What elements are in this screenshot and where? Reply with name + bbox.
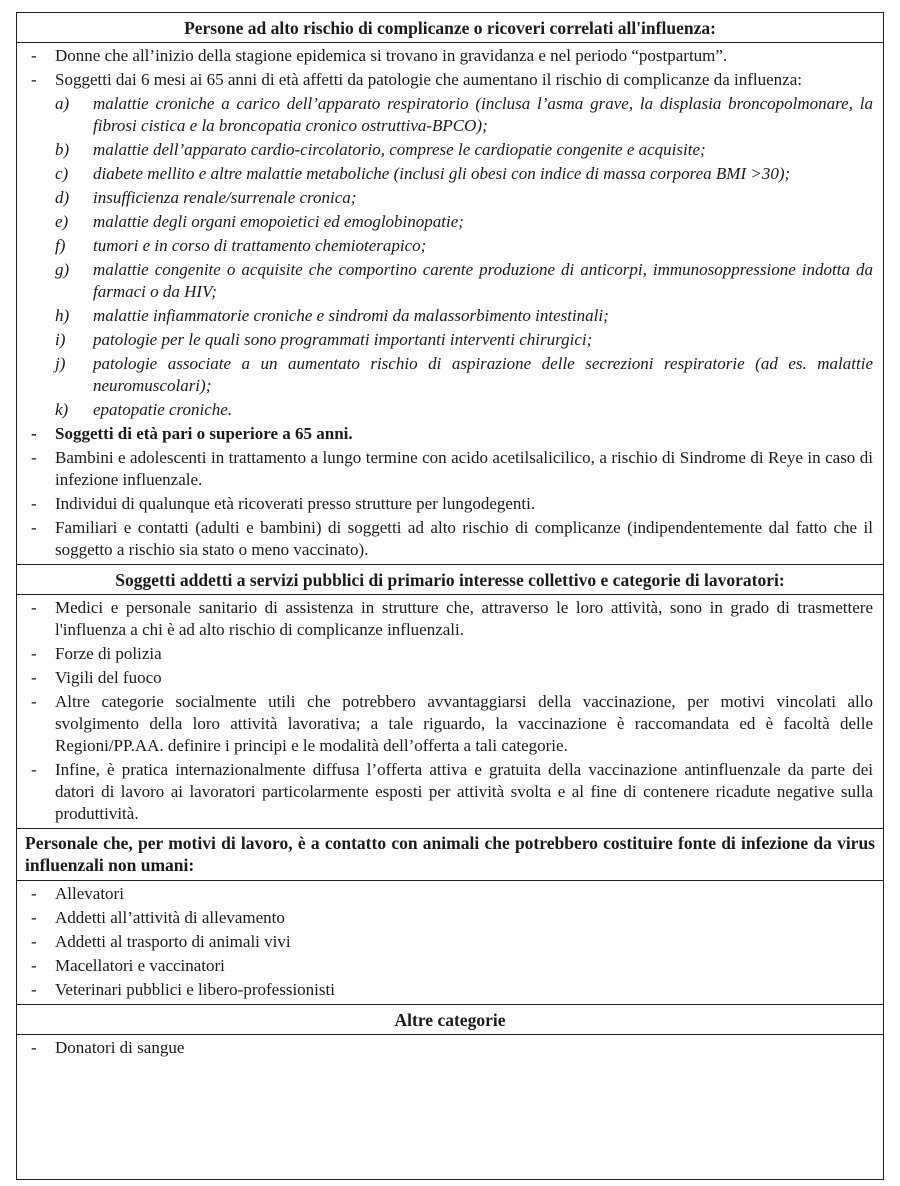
section-header-animal-contact: Personale che, per motivi di lavoro, è a contatto con animali che potrebbero costituire fonte di infezione da virus influenzali non umani:	[17, 829, 883, 881]
list-item	[17, 643, 883, 667]
document-table	[16, 12, 884, 1180]
list-item	[17, 423, 883, 447]
bullet-dash: -	[31, 644, 37, 663]
list-item	[17, 69, 883, 93]
bullet-dash: -	[31, 692, 37, 711]
sub-item	[17, 187, 883, 211]
sub-item-letter: e)	[55, 212, 69, 231]
sub-item	[17, 399, 883, 423]
sub-item	[17, 259, 883, 305]
list-item-text: Individui di qualunque età ricoverati presso strutture per lungodegenti.	[55, 494, 536, 513]
list-item	[17, 493, 883, 517]
list-item-text: Vigili del fuoco	[55, 668, 162, 687]
list-item	[17, 597, 883, 643]
list-item-text: Infine, è pratica internazionalmente diffusa l’offerta attiva e gratuita della vaccinazione antinfluenzale da parte dei datori di lavoro ai lavoratori particolarmente esposti per attività svolta e al fine di contenere ricadute negative sulla produttività.	[55, 760, 873, 823]
sub-item	[17, 163, 883, 187]
sub-item-text: patologie associate a un aumentato rischio di aspirazione delle secrezioni respiratorie (ad es. malattie neuromuscolari);	[93, 354, 873, 395]
bullet-dash: -	[31, 424, 37, 443]
list-item	[17, 931, 883, 955]
sub-item-text: tumori e in corso di trattamento chemioterapico;	[93, 236, 427, 255]
bullet-dash: -	[31, 70, 37, 89]
bullet-dash: -	[31, 518, 37, 537]
bullet-dash: -	[31, 668, 37, 687]
sub-item-text: epatopatie croniche.	[93, 400, 233, 419]
sub-item-text: malattie congenite o acquisite che comportino carente produzione di anticorpi, immunosoppressione indotta da farmaci o da HIV;	[93, 260, 873, 301]
bullet-dash: -	[31, 1038, 37, 1057]
sub-item-text: insufficienza renale/surrenale cronica;	[93, 188, 357, 207]
sub-item-letter: f)	[55, 236, 66, 255]
sub-item-text: malattie dell’apparato cardio-circolatorio, comprese le cardiopatie congenite e acquisite;	[93, 140, 706, 159]
sub-item	[17, 353, 883, 399]
list-item	[17, 979, 883, 1003]
list-item-text: Altre categorie socialmente utili che potrebbero avvantaggiarsi della vaccinazione, per motivi vincolati allo svolgimento della loro attività lavorativa; a tale riguardo, la vaccinazione è raccomandata ed è facoltà delle Regioni/PP.AA. definire i principi e le modalità dell’offerta a tali categorie.	[55, 692, 873, 755]
bullet-dash: -	[31, 980, 37, 999]
section-public-services	[17, 595, 883, 829]
bullet-dash: -	[31, 956, 37, 975]
section-header-other: Altre categorie	[17, 1005, 883, 1035]
list-item	[17, 447, 883, 493]
list-item	[17, 907, 883, 931]
sub-item	[17, 305, 883, 329]
list-item-text: Forze di polizia	[55, 644, 162, 663]
bullet-dash: -	[31, 884, 37, 903]
bullet-dash: -	[31, 598, 37, 617]
sub-item-text: malattie croniche a carico dell’apparato respiratorio (inclusa l’asma grave, la displasia broncopolmonare, la fibrosi cistica e la broncopatia cronico ostruttiva-BPCO);	[93, 94, 873, 135]
sub-item-letter: g)	[55, 260, 70, 279]
sub-item	[17, 93, 883, 139]
bullet-dash: -	[31, 46, 37, 65]
list-item	[17, 1037, 883, 1061]
sub-item-letter: i)	[55, 330, 66, 349]
list-item	[17, 955, 883, 979]
bullet-dash: -	[31, 494, 37, 513]
section-other	[17, 1035, 883, 1062]
sub-item	[17, 211, 883, 235]
list-item-text: Familiari e contatti (adulti e bambini) di soggetti ad alto rischio di complicanze (indipendentemente dal fatto che il soggetto a rischio sia stato o meno vaccinato).	[55, 518, 873, 559]
sub-item-letter: j)	[55, 354, 66, 373]
list-item-text: Soggetti dai 6 mesi ai 65 anni di età affetti da patologie che aumentano il rischio di complicanze da influenza:	[55, 70, 802, 89]
sub-item-text: malattie degli organi emopoietici ed emoglobinopatie;	[93, 212, 464, 231]
sub-item	[17, 235, 883, 259]
section-header-high-risk: Persone ad alto rischio di complicanze o ricoveri correlati all'influenza:	[17, 13, 883, 43]
list-item	[17, 45, 883, 69]
sub-item-text: diabete mellito e altre malattie metaboliche (inclusi gli obesi con indice di massa corporea BMI >30);	[93, 164, 791, 183]
sub-item-letter: b)	[55, 140, 70, 159]
list-item-text: Donne che all’inizio della stagione epidemica si trovano in gravidanza e nel periodo “postpartum”.	[55, 46, 728, 65]
list-item-text: Veterinari pubblici e libero-professionisti	[55, 980, 335, 999]
sub-item-letter: c)	[55, 164, 69, 183]
list-item-text: Macellatori e vaccinatori	[55, 956, 225, 975]
list-item	[17, 517, 883, 563]
list-item-text: Medici e personale sanitario di assistenza in strutture che, attraverso le loro attività, sono in grado di trasmettere l'influenza a chi è ad alto rischio di complicanze influenzali.	[55, 598, 873, 639]
sub-item-text: patologie per le quali sono programmati importanti interventi chirurgici;	[93, 330, 593, 349]
bullet-dash: -	[31, 932, 37, 951]
list-item	[17, 883, 883, 907]
section-animal-contact	[17, 881, 883, 1005]
section-high-risk	[17, 43, 883, 565]
bullet-dash: -	[31, 760, 37, 779]
section-header-public-services: Soggetti addetti a servizi pubblici di primario interesse collettivo e categorie di lavoratori:	[17, 565, 883, 595]
bullet-dash: -	[31, 448, 37, 467]
list-item	[17, 691, 883, 759]
list-item-text: Donatori di sangue	[55, 1038, 185, 1057]
list-item-text: Allevatori	[55, 884, 124, 903]
list-item	[17, 667, 883, 691]
sub-item-text: malattie infiammatorie croniche e sindromi da malassorbimento intestinali;	[93, 306, 609, 325]
sub-item-letter: k)	[55, 400, 69, 419]
sub-item-letter: d)	[55, 188, 70, 207]
list-item-text: Soggetti di età pari o superiore a 65 anni.	[55, 424, 353, 443]
list-item-text: Bambini e adolescenti in trattamento a lungo termine con acido acetilsalicilico, a rischio di Sindrome di Reye in caso di infezione influenzale.	[55, 448, 873, 489]
bullet-dash: -	[31, 908, 37, 927]
list-item-text: Addetti al trasporto di animali vivi	[55, 932, 291, 951]
sub-item	[17, 139, 883, 163]
sub-item-letter: h)	[55, 306, 70, 325]
list-item-text: Addetti all’attività di allevamento	[55, 908, 285, 927]
sub-item-letter: a)	[55, 94, 70, 113]
sub-item	[17, 329, 883, 353]
list-item	[17, 759, 883, 827]
